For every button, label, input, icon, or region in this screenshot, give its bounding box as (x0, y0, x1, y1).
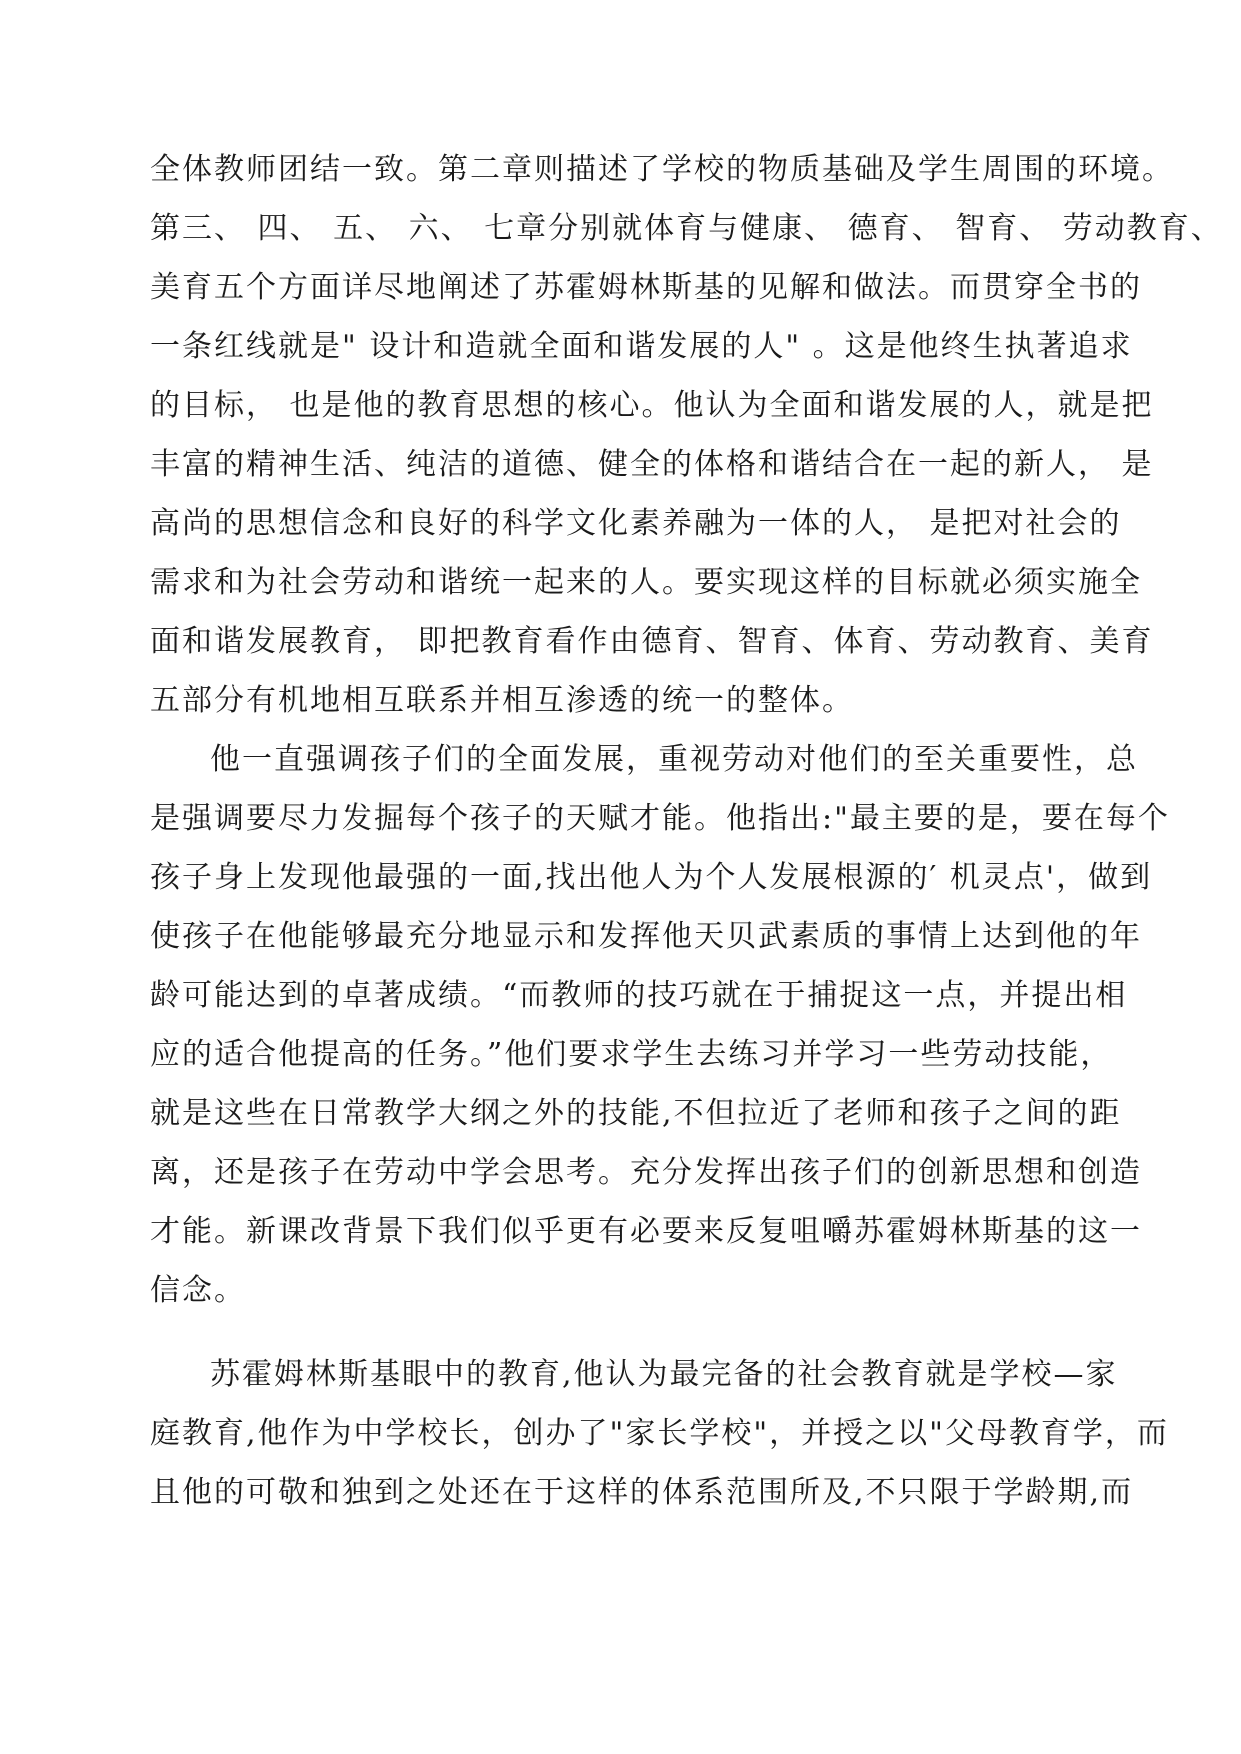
text-line: 全体教师团结一致。第二章则描述了学校的物质基础及学生周围的环境。 (150, 152, 1174, 187)
text-line: 的目标， 也是他的教育思想的核心。他认为全面和谐发展的人，就是把 (150, 388, 1154, 423)
text-line: 庭教育,他作为中学校长，创办了"家长学校"，并授之以"父母教育学，而 (150, 1416, 1169, 1451)
text-line: 离，还是孩子在劳动中学会思考。充分发挥出孩子们的创新思想和创造 (150, 1155, 1142, 1190)
text-line: 信念。 (150, 1273, 246, 1308)
text-line: 龄可能达到的卓著成绩。“而教师的技巧就在于捕捉这一点，并提出相 (150, 978, 1128, 1013)
text-line: 使孩子在他能够最充分地显示和发挥他天贝武素质的事情上达到他的年 (150, 919, 1142, 954)
text-line: 才能。新课改背景下我们似乎更有必要来反复咀嚼苏霍姆林斯基的这一 (150, 1214, 1142, 1249)
text-line: 就是这些在日常教学大纲之外的技能,不但拉近了老师和孩子之间的距 (150, 1096, 1122, 1131)
paragraph-start-line: 苏霍姆林斯基眼中的教育,他认为最完备的社会教育就是学校—家 (210, 1357, 1118, 1392)
text-line: 应的适合他提高的任务。”他们要求学生去练习并学习一些劳动技能， (150, 1037, 1113, 1072)
text-line: 高尚的思想信念和良好的科学文化素养融为一体的人， 是把对社会的 (150, 506, 1122, 541)
text-line: 且他的可敬和独到之处还在于这样的体系范围所及,不只限于学龄期,而 (150, 1475, 1134, 1510)
text-line: 一条红线就是" 设计和造就全面和谐发展的人" 。这是他终生执著追求 (150, 329, 1133, 364)
text-line: 需求和为社会劳动和谐统一起来的人。要实现这样的目标就必须实施全 (150, 565, 1142, 600)
text-line: 孩子身上发现他最强的一面,找出他人为个人发展根源的′ 机灵点'，做到 (150, 860, 1153, 895)
text-line: 美育五个方面详尽地阐述了苏霍姆林斯基的见解和做法。而贯穿全书的 (150, 270, 1142, 305)
text-line: 五部分有机地相互联系并相互渗透的统一的整体。 (150, 683, 854, 718)
text-line: 是强调要尽力发掘每个孩子的天赋才能。他指出:"最主要的是，要在每个 (150, 801, 1170, 836)
text-line: 丰富的精神生活、纯洁的道德、健全的体格和谐结合在一起的新人， 是 (150, 447, 1154, 482)
text-line: 面和谐发展教育， 即把教育看作由德育、智育、体育、劳动教育、美育 (150, 624, 1154, 659)
paragraph-start-line: 他一直强调孩子们的全面发展，重视劳动对他们的至关重要性，总 (210, 742, 1138, 777)
text-line: 第三、 四、 五、 六、 七章分别就体育与健康、 德育、 智育、 劳动教育、 (150, 211, 1223, 246)
